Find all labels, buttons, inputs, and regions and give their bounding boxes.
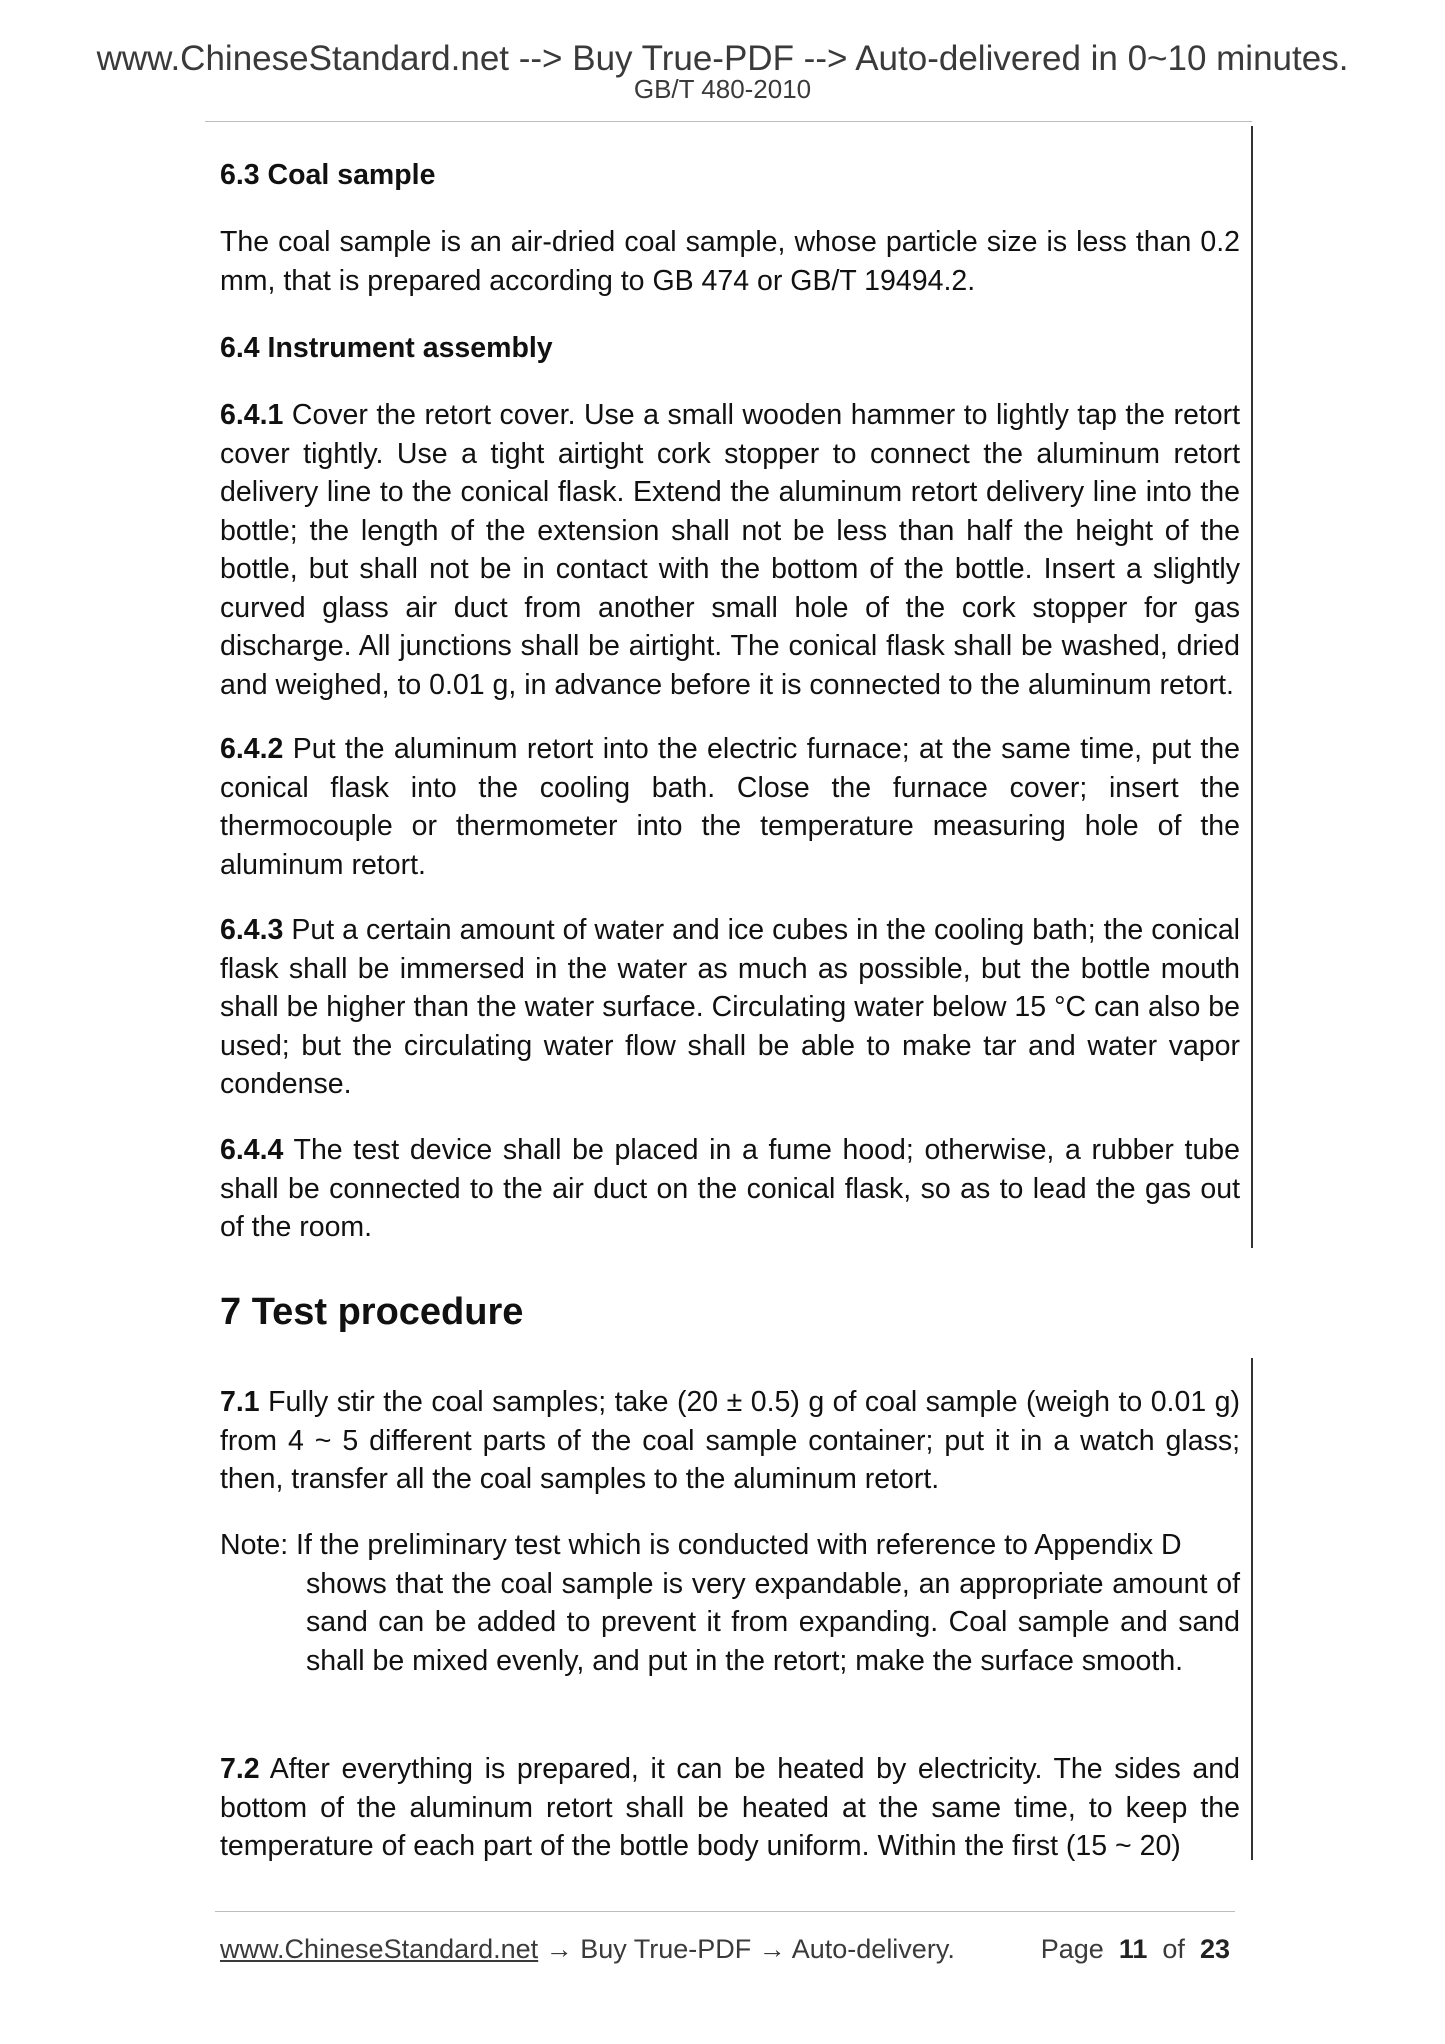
para-6-3: The coal sample is an air-dried coal sample, whose particle size is less than 0.2 mm, that is prepared according to GB 474 or GB/T 19494.2.: [220, 226, 1240, 297]
footer-site-link[interactable]: www.ChineseStandard.net: [220, 1934, 539, 1964]
clause-text: After everything is prepared, it can be heated by electricity. The sides and bottom of the aluminum retort shall be heated at the same time, to keep the temperature of each part of the bottle body uniform. Within the first (15 ~ 20): [220, 1753, 1240, 1862]
clause-number: 6.4.4: [220, 1134, 284, 1166]
note-body: shows that the coal sample is very expandable, an appropriate amount of sand can be added to prevent it from expanding. Coal sample and sand shall be mixed evenly, and put in the retort; make the surface smooth.: [306, 1567, 1240, 1677]
page-footer: [220, 1932, 1240, 1966]
para-6-4-3: [220, 911, 1240, 1104]
note-first-text: If the preliminary test which is conducted with reference to Appendix D: [296, 1529, 1182, 1561]
of-label: of: [1162, 1934, 1185, 1964]
para-6-4-1: [220, 396, 1240, 704]
clause-text: Cover the retort cover. Use a small wooden hammer to lightly tap the retort cover tightly. Use a tight airtight cork stopper to connect the aluminum retort delivery line to the conical flask. Extend the aluminum retort delivery line into the bottle; the length of the extension shall not be less than half the height of the bottle, but shall not be in contact with the bottom of the bottle. Insert a slightly curved glass air duct from another small hole of the cork stopper for gas discharge. All junctions shall be airtight. The conical flask shall be washed, dried and weighed, to 0.01 g, in advance before it is connected to the aluminum retort.: [220, 399, 1241, 701]
change-bar-bottom: [1251, 1358, 1253, 1860]
page-label: Page: [1040, 1934, 1104, 1964]
header-divider: [205, 121, 1252, 122]
para-6-4-4: [220, 1131, 1240, 1247]
footer-divider: [215, 1911, 1235, 1912]
clause-number: 6.4.3: [220, 914, 284, 946]
heading-6-3: 6.3 Coal sample: [220, 159, 436, 191]
footer-tagline: → Buy True-PDF → Auto-delivery.: [538, 1934, 955, 1964]
clause-text: Put a certain amount of water and ice cubes in the cooling bath; the conical flask shall be immersed in the water as much as possible, but the bottle mouth shall be higher than the water surface. Circulating water below 15 °C can also be used; but the circulating water flow shall be able to make tar and water vapor condense.: [220, 914, 1241, 1100]
standard-code: GB/T 480-2010: [633, 74, 812, 104]
change-bar-top: [1251, 126, 1253, 1248]
clause-number: 7.1: [220, 1386, 260, 1418]
clause-text: Fully stir the coal samples; take (20 ± 0.5) g of coal sample (weigh to 0.01 g) from 4 ~ 5 different parts of the coal sample container; put it in a watch glass; then, transfer all the coal samples to the aluminum retort.: [220, 1386, 1240, 1495]
clause-number: 6.4.1: [220, 399, 284, 431]
chapter-7-heading: 7 Test procedure: [220, 1291, 524, 1333]
para-7-2: [220, 1750, 1240, 1866]
clause-text: Put the aluminum retort into the electric furnace; at the same time, put the conical flask into the cooling bath. Close the furnace cover; insert the thermocouple or thermometer into the temperature measuring hole of the aluminum retort.: [220, 733, 1240, 881]
site-banner: www.ChineseStandard.net --> Buy True-PDF --> Auto-delivered in 0~10 minutes.: [96, 39, 1349, 78]
para-7-1: [220, 1383, 1240, 1499]
clause-text: The test device shall be placed in a fume hood; otherwise, a rubber tube shall be connected to the air duct on the conical flask, so as to lead the gas out of the room.: [220, 1134, 1240, 1243]
clause-number: 7.2: [220, 1753, 260, 1785]
page-indicator: [1041, 1932, 1230, 1966]
heading-6-4: 6.4 Instrument assembly: [220, 332, 553, 364]
page-total: 23: [1199, 1934, 1230, 1964]
note-label: Note:: [220, 1529, 289, 1561]
clause-number: 6.4.2: [220, 733, 284, 765]
para-6-4-2: [220, 730, 1240, 884]
page-number: 11: [1118, 1934, 1148, 1964]
note-first-line: [220, 1526, 1182, 1565]
